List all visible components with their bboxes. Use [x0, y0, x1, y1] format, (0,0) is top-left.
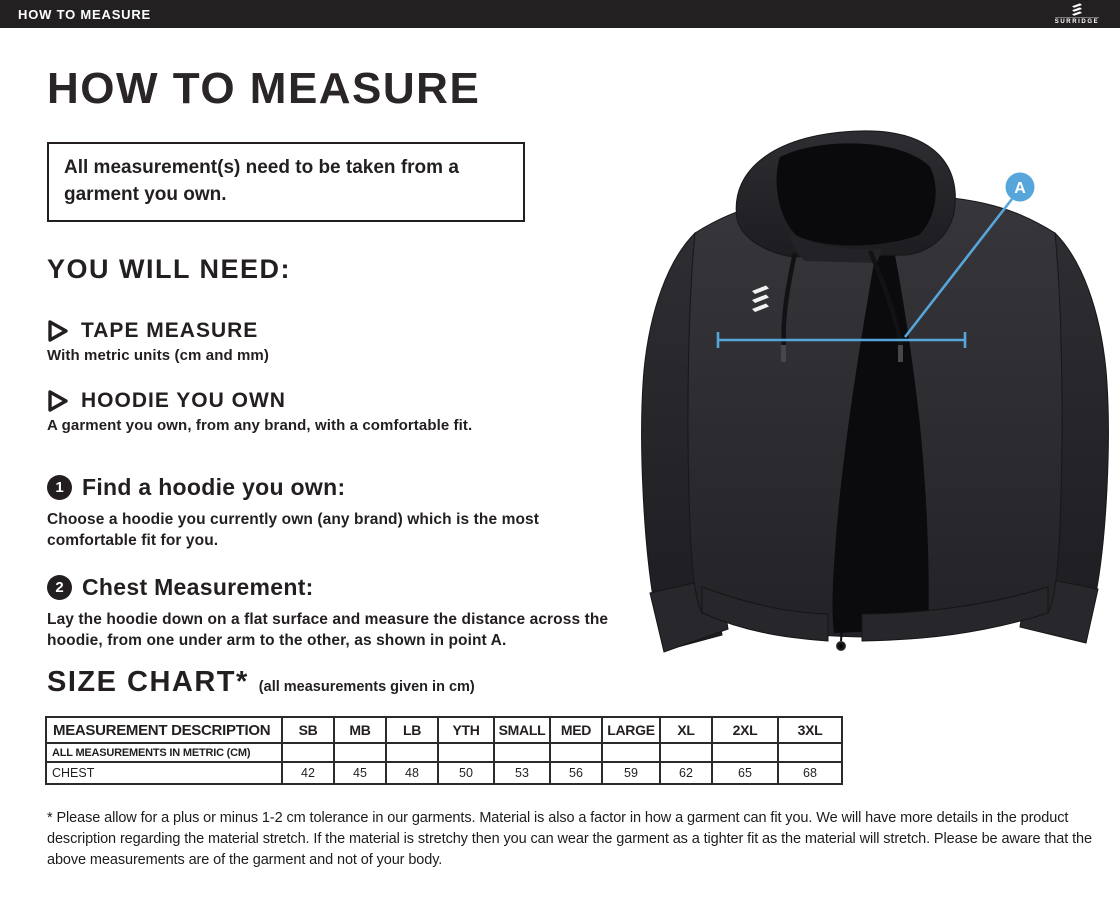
chest-value: 48	[386, 762, 438, 784]
need-item-description: A garment you own, from any brand, with a comfortable fit.	[47, 417, 473, 434]
column-header: MEASUREMENT DESCRIPTION	[46, 717, 282, 743]
triangle-bullet-icon	[47, 389, 69, 413]
surridge-logo-text: SURRIDGE	[1054, 19, 1100, 25]
column-header: SMALL	[494, 717, 550, 743]
step-description: Lay the hoodie down on a flat surface and measure the distance across the hoodie, from one under arm to the other, as shown in point A.	[47, 611, 609, 650]
hoodie-hood	[736, 131, 955, 263]
triangle-bullet-icon	[47, 319, 69, 343]
column-header: SB	[282, 717, 334, 743]
column-header: 3XL	[778, 717, 842, 743]
chest-value: 42	[282, 762, 334, 784]
chest-value: 62	[660, 762, 712, 784]
step-description: Choose a hoodie you currently own (any brand) which is the most comfortable fit for you.	[47, 511, 540, 550]
column-header: MED	[550, 717, 602, 743]
chest-value: 68	[778, 762, 842, 784]
column-header: 2XL	[712, 717, 778, 743]
page-title: HOW TO MEASURE	[47, 64, 481, 113]
table-row	[46, 743, 842, 762]
chest-value: 50	[438, 762, 494, 784]
step-title: Chest Measurement:	[82, 574, 314, 600]
table-header-row	[46, 717, 842, 743]
top-bar-title: HOW TO MEASURE	[18, 6, 152, 22]
step-number-badge: 2	[47, 575, 72, 600]
need-item-label: HOODIE YOU OWN	[81, 389, 286, 412]
column-header: LB	[386, 717, 438, 743]
measurement-note-box: All measurement(s) need to be taken from a garment you own.	[47, 142, 525, 222]
tolerance-footnote: * Please allow for a plus or minus 1-2 cm tolerance in our garments. Material is also a factor in how a garment can fit you. We will have more details in the product description regarding the material stretch. If the material is stretchy then you can wear the garment as a tighter fit as the material will stretch. Please be aware that the above measurements are of the garment and not of your body.	[47, 810, 1092, 869]
step-1	[47, 474, 622, 552]
table-row	[46, 762, 842, 784]
chest-value: 45	[334, 762, 386, 784]
point-a-label: A	[1014, 180, 1026, 197]
step-2	[47, 574, 632, 652]
need-item-hoodie	[47, 389, 472, 434]
surridge-logo-icon	[1069, 3, 1085, 16]
step-number-badge: 1	[47, 475, 72, 500]
column-header: MB	[334, 717, 386, 743]
chest-value: 56	[550, 762, 602, 784]
drawstring-tip	[898, 345, 903, 362]
need-item-label: TAPE MEASURE	[81, 319, 259, 342]
need-item-tape-measure	[47, 319, 269, 364]
surridge-logo	[1042, 0, 1112, 28]
column-header: LARGE	[602, 717, 660, 743]
chest-value: 53	[494, 762, 550, 784]
drawstring-tip	[781, 345, 786, 362]
chest-value: 59	[602, 762, 660, 784]
you-will-need-heading: YOU WILL NEED:	[47, 254, 292, 284]
size-chart-title: SIZE CHART*	[47, 666, 249, 698]
size-chart-table	[45, 716, 843, 785]
row-label: CHEST	[46, 762, 282, 784]
chest-value: 65	[712, 762, 778, 784]
column-header: YTH	[438, 717, 494, 743]
hoodie-image	[630, 125, 1120, 695]
column-header: XL	[660, 717, 712, 743]
size-chart-heading	[47, 666, 475, 699]
top-bar	[0, 0, 1120, 28]
need-item-description: With metric units (cm and mm)	[47, 347, 269, 364]
size-chart-subtitle: (all measurements given in cm)	[258, 679, 475, 695]
step-title: Find a hoodie you own:	[82, 474, 346, 500]
row-label: ALL MEASUREMENTS IN METRIC (CM)	[46, 743, 282, 762]
